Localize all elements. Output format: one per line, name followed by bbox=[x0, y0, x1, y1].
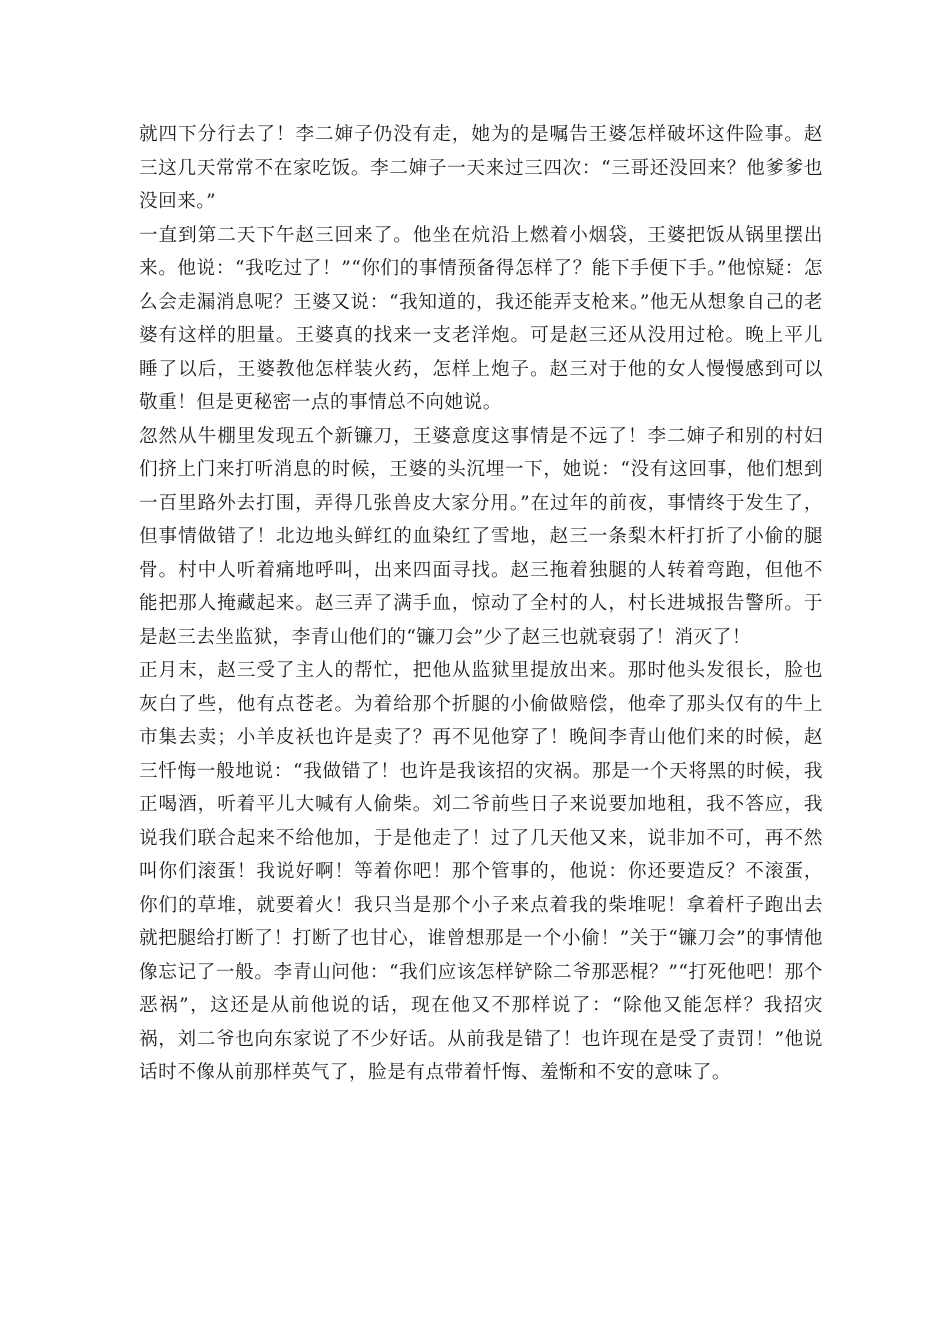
paragraph-1: 就四下分行去了！李二婶子仍没有走，她为的是嘱告王婆怎样破坏这件险事。赵三这几天常常不在家吃饭。李二婶子一天来过三四次：“三哥还没回来？他爹爹也没回来。” bbox=[139, 124, 823, 212]
paragraph-3: 忽然从牛棚里发现五个新镰刀，王婆意度这事情是不远了！李二婶子和别的村妇们挤上门来打听消息的时候，王婆的头沉埋一下，她说：“没有这回事，他们想到一百里路外去打围，弄得几张兽皮大家分用。”在过年的前夜，事情终于发生了，但事情做错了！北边地头鲜红的血染红了雪地，赵三一条梨木杆打折了小偷的腿骨。村中人听着痛地呼叫，出来四面寻找。赵三拖着独腿的人转着弯跑，但他不能把那人掩藏起来。赵三弄了满手血，惊动了全村的人，村长进城报告警所。于是赵三去坐监狱，李青山他们的“镰刀会”少了赵三也就衰弱了！消灭了！ bbox=[139, 425, 823, 648]
paragraph-4: 正月末，赵三受了主人的帮忙，把他从监狱里提放出来。那时他头发很长，脸也灰白了些，他有点苍老。为着给那个折腿的小偷做赔偿，他牵了那头仅有的牛上市集去卖；小羊皮袄也许是卖了？再不见他穿了！晚间李青山他们来的时候，赵三忏悔一般地说：“我做错了！也许是我该招的灾祸。那是一个天将黑的时候，我正喝酒，听着平儿大喊有人偷柴。刘二爷前些日子来说要加地租，我不答应，我说我们联合起来不给他加，于是他走了！过了几天他又来，说非加不可，再不然叫你们滚蛋！我说好啊！等着你吧！那个管事的，他说：你还要造反？不滚蛋，你们的草堆，就要着火！我只当是那个小子来点着我的柴堆呢！拿着杆子跑出去就把腿给打断了！打断了也甘心，谁曾想那是一个小偷！”关于“镰刀会”的事情他像忘记了一般。李青山问他：“我们应该怎样铲除二爷那恶棍？”“打死他吧！那个恶祸”，这还是从前他说的话，现在他又不那样说了：“除他又能怎样？我招灾祸，刘二爷也向东家说了不少好话。从前我是错了！也许现在是受了责罚！”他说话时不像从前那样英气了，脸是有点带着忏悔、羞惭和不安的意味了。 bbox=[139, 660, 823, 1083]
body-text bbox=[139, 118, 823, 1090]
paragraph-2: 一直到第二天下午赵三回来了。他坐在炕沿上燃着小烟袋，王婆把饭从锅里摆出来。他说：“我吃过了！”“你们的事情预备得怎样了？能下手便下手。”他惊疑：怎么会走漏消息呢？王婆又说：“我知道的，我还能弄支枪来。”他无从想象自己的老婆有这样的胆量。王婆真的找来一支老洋炮。可是赵三还从没用过枪。晚上平儿睡了以后，王婆教他怎样装火药，怎样上炮子。赵三对于他的女人慢慢感到可以敬重！但是更秘密一点的事情总不向她说。 bbox=[139, 224, 823, 413]
